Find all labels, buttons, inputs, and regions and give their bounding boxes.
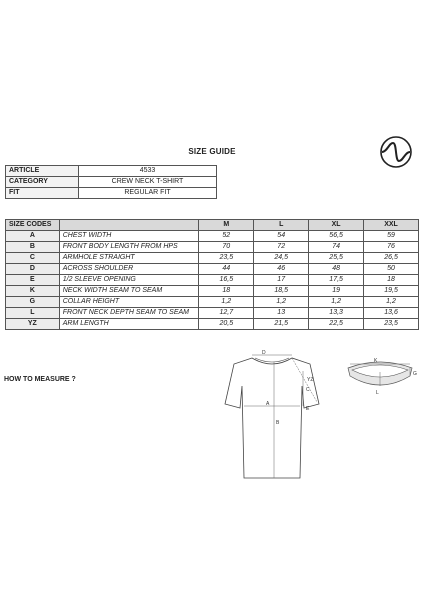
size-row-b [6,242,419,253]
info-key: ARTICLE [6,166,79,177]
label-yz: YZ [307,377,314,383]
size-column-header: L [254,220,309,231]
info-key: CATEGORY [6,177,79,188]
size-code-cell: B [6,242,60,253]
measurement-value: 74 [309,242,364,253]
label-k: K [374,358,378,364]
size-code-cell: C [6,253,60,264]
measurement-value: 12,7 [199,308,254,319]
size-row-d [6,264,419,275]
how-to-measure-heading: HOW TO MEASURE ? [4,376,76,383]
measurement-value: 19,5 [364,286,419,297]
measurement-value: 17 [254,275,309,286]
measurement-value: 26,5 [364,253,419,264]
label-e: E [306,406,310,412]
article-info-table [5,165,217,199]
measurement-description: 1/2 SLEEVE OPENING [59,275,199,286]
size-code-cell: E [6,275,60,286]
size-code-cell: K [6,286,60,297]
info-key: FIT [6,188,79,199]
size-row-e [6,275,419,286]
label-b: B [276,420,280,426]
label-d: D [262,350,266,356]
measurement-value: 24,5 [254,253,309,264]
measurement-value: 44 [199,264,254,275]
size-row-yz [6,319,419,330]
measurement-value: 13,6 [364,308,419,319]
measurement-value: 18 [364,275,419,286]
measurement-description: CHEST WIDTH [59,231,199,242]
size-row-a [6,231,419,242]
label-l: L [376,390,379,396]
measurement-value: 23,5 [364,319,419,330]
measurement-value: 17,5 [309,275,364,286]
measurement-value: 1,2 [254,297,309,308]
size-codes-header: SIZE CODES [6,220,60,231]
size-row-g [6,297,419,308]
measurement-value: 16,5 [199,275,254,286]
info-row-category [6,177,217,188]
info-row-fit [6,188,217,199]
size-column-header: XXL [364,220,419,231]
size-code-cell: L [6,308,60,319]
tshirt-measure-diagram [222,346,322,482]
measurement-description: ARMHOLE STRAIGHT [59,253,199,264]
measurement-description: FRONT NECK DEPTH SEAM TO SEAM [59,308,199,319]
label-g: G [413,371,417,377]
measurement-value: 46 [254,264,309,275]
measurement-value: 20,5 [199,319,254,330]
measurement-value: 1,2 [309,297,364,308]
measurement-value: 1,2 [199,297,254,308]
measurement-value: 18 [199,286,254,297]
size-code-cell: D [6,264,60,275]
measurement-value: 25,5 [309,253,364,264]
size-row-l [6,308,419,319]
label-c: C [306,387,310,393]
size-row-k [6,286,419,297]
measurement-value: 56,5 [309,231,364,242]
measurement-value: 70 [199,242,254,253]
measurement-description: NECK WIDTH SEAM TO SEAM [59,286,199,297]
measurement-description: ACROSS SHOULDER [59,264,199,275]
measurement-value: 13 [254,308,309,319]
size-code-cell: YZ [6,319,60,330]
brand-logo-icon [379,135,413,169]
size-column-header: XL [309,220,364,231]
size-column-header: M [199,220,254,231]
size-code-cell: A [6,231,60,242]
measurement-value: 76 [364,242,419,253]
measurement-value: 50 [364,264,419,275]
info-row-article [6,166,217,177]
size-row-c [6,253,419,264]
info-value: 4533 [79,166,217,177]
measurement-value: 59 [364,231,419,242]
measurement-value: 19 [309,286,364,297]
measurement-value: 23,5 [199,253,254,264]
description-header [59,220,199,231]
measurement-description: COLLAR HEIGHT [59,297,199,308]
info-value: CREW NECK T-SHIRT [79,177,217,188]
measurement-value: 52 [199,231,254,242]
measurement-value: 22,5 [309,319,364,330]
info-value: REGULAR FIT [79,188,217,199]
size-code-cell: G [6,297,60,308]
measurement-value: 21,5 [254,319,309,330]
measurement-value: 13,3 [309,308,364,319]
measurement-value: 1,2 [364,297,419,308]
size-chart-table [5,219,419,330]
measurement-value: 72 [254,242,309,253]
page-title: SIZE GUIDE [188,147,236,156]
collar-measure-diagram [342,354,418,400]
measurement-value: 54 [254,231,309,242]
label-a: A [266,401,270,407]
measurement-description: FRONT BODY LENGTH FROM HPS [59,242,199,253]
measurement-value: 18,5 [254,286,309,297]
measurement-description: ARM LENGTH [59,319,199,330]
size-chart-header-row [6,220,419,231]
measurement-value: 48 [309,264,364,275]
